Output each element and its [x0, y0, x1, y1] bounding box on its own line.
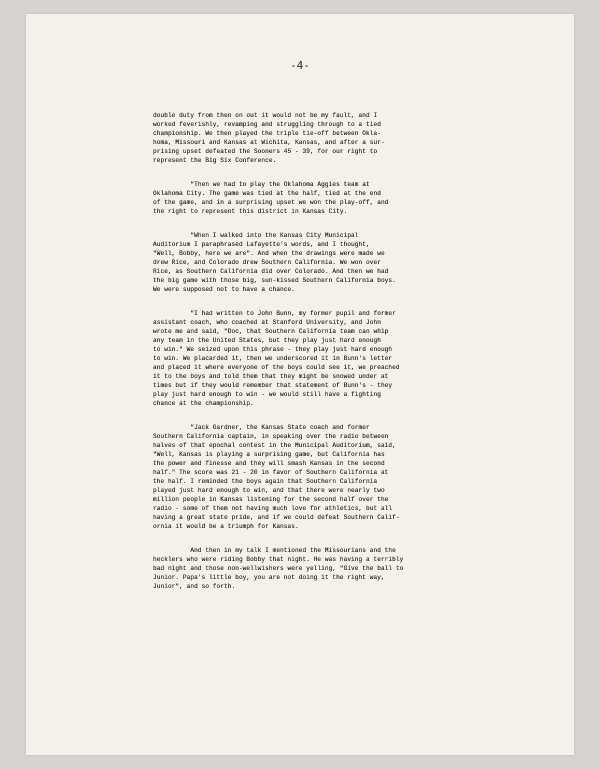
paragraph — [153, 180, 543, 216]
text-line: it to the boys and told them that they might be snowed under at — [153, 373, 389, 380]
paragraph — [153, 111, 543, 165]
text-line: double duty from then on out it would not be my fault, and I — [153, 112, 378, 119]
text-line: And then in my talk I mentioned the Missourians and the — [153, 547, 396, 554]
text-line: the power and finesse and they will smash Kansas in the second — [153, 460, 385, 467]
text-line: any team in the United States, but they play just hard enough — [153, 337, 381, 344]
paragraph — [153, 423, 543, 531]
text-line: played just hard enough to win, and that there were nearly two — [153, 487, 385, 494]
paragraph — [153, 309, 543, 408]
text-line: "Then we had to play the Oklahoma Aggies team at — [153, 181, 370, 188]
text-line: homa, Missouri and Kansas at Wichita, Kansas, and after a sur- — [153, 139, 385, 146]
text-line: to win." We seized upon this phrase - they play just hard enough — [153, 346, 393, 353]
paragraph — [153, 546, 543, 591]
paragraph — [153, 231, 543, 294]
text-line: "Jack Gardner, the Kansas State coach and former — [153, 424, 370, 431]
text-line: halves of that epochal contest in the Municipal Auditorium, said, — [153, 442, 396, 449]
text-line: of the game, and in a surprising upset we won the play-off, and — [153, 199, 389, 206]
text-line: million people in Kansas listening for the second half over the — [153, 496, 389, 503]
text-line: Auditorium I paraphrased Lafayette's words, and I thought, — [153, 241, 370, 248]
paragraph-gap — [153, 408, 543, 423]
text-line: the right to represent this district in Kansas City. — [153, 208, 348, 215]
text-line: radio - some of them not having much love for athletics, but all — [153, 505, 393, 512]
text-line: prising upset defeated the Sooners 45 - 39, for our right to — [153, 148, 378, 155]
typed-page — [26, 14, 574, 755]
text-line: ornia it would be a triumph for Kansas. — [153, 523, 299, 530]
paragraph-gap — [153, 294, 543, 309]
text-line: represent the Big Six Conference. — [153, 157, 277, 164]
text-line: Rice, as Southern California did over Colorado. And then we had — [153, 268, 389, 275]
text-line: championship. We then played the triple tie-off between Okla- — [153, 130, 381, 137]
text-line: Junior", and so forth. — [153, 583, 236, 590]
text-line: chance at the championship. — [153, 400, 254, 407]
body-text — [153, 111, 543, 591]
text-line: times but if they would remember that statement of Bunn's - they — [153, 382, 393, 389]
page-number: -4- — [290, 59, 310, 72]
text-line: wrote me and said, "Doc, that Southern California team can whip — [153, 328, 389, 335]
text-line: "Well, Kansas is playing a surprising game, but California has — [153, 451, 385, 458]
text-line: bad night and those non-wellwishers were yelling, "Give the ball to — [153, 565, 404, 572]
text-line: We were supposed not to have a chance. — [153, 286, 295, 293]
text-line: hecklers who were riding Bobby that night. He was having a terribly — [153, 556, 404, 563]
text-line: assistant coach, who coached at Stanford University, and John — [153, 319, 381, 326]
text-line: Southern California captain, in speaking over the radio between — [153, 433, 389, 440]
text-line: Oklahoma City. The game was tied at the half, tied at the end — [153, 190, 381, 197]
text-line: the big game with those big, sun-kissed Southern California boys. — [153, 277, 396, 284]
text-line: the half. I reminded the boys again that Southern California — [153, 478, 378, 485]
text-line: worked feverishly, revamping and struggling through to a tied — [153, 121, 381, 128]
paragraph-gap — [153, 165, 543, 180]
text-line: "When I walked into the Kansas City Municipal — [153, 232, 359, 239]
text-line: and placed it where everyone of the boys could see it, we preached — [153, 364, 400, 371]
text-line: "I had written to John Bunn, my former pupil and former — [153, 310, 396, 317]
text-line: to win. We placarded it, then we underscored it in Bunn's letter — [153, 355, 393, 362]
text-line: play just hard enough to win - we would still have a fighting — [153, 391, 381, 398]
text-line: half." The score was 21 - 20 in favor of Southern California at — [153, 469, 389, 476]
text-line: drew Rice, and Colorado drew Southern California. We won over — [153, 259, 381, 266]
text-line: Junior. Papa's little boy, you are not doing it the right way, — [153, 574, 385, 581]
paragraph-gap — [153, 531, 543, 546]
text-line: "Well, Bobby, here we are". And when the drawings were made we — [153, 250, 385, 257]
paragraph-gap — [153, 216, 543, 231]
text-line: having a great state pride, and if we could defeat Southern Calif- — [153, 514, 400, 521]
